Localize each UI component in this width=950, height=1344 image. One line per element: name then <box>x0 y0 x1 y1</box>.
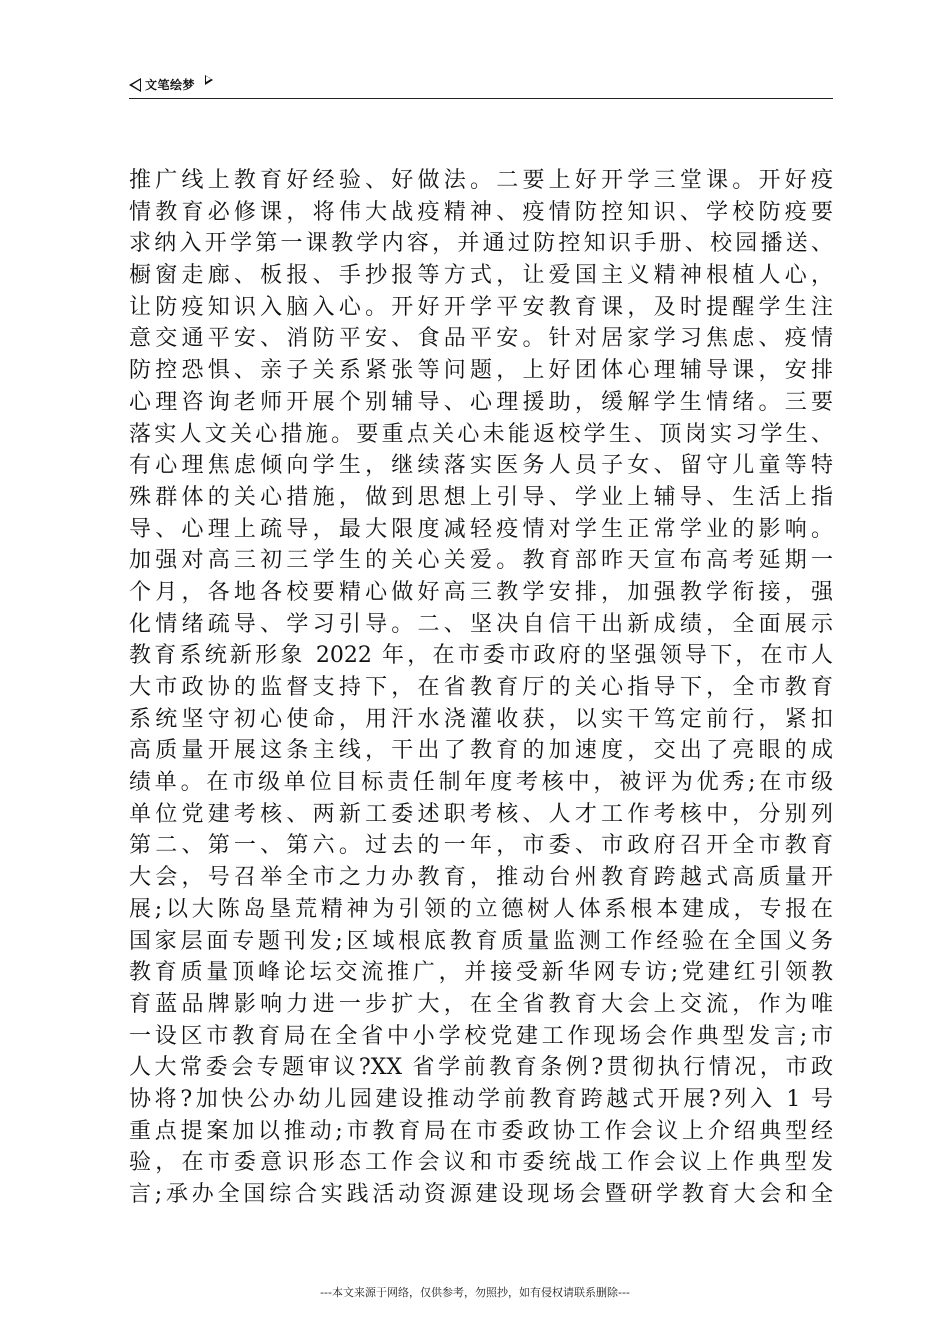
text-line: 有心理焦虑倾向学生，继续落实医务人员子女、留守儿童等特 <box>129 453 833 479</box>
text-line: 绩单。在市级单位目标责任制年度考核中，被评为优秀;在市级 <box>129 770 833 796</box>
text-line: 大会，号召举全市之力办教育，推动台州教育跨越式高质量开 <box>129 865 833 891</box>
text-line: 教育质量顶峰论坛交流推广，并接受新华网专访;党建红引领教 <box>129 960 833 986</box>
text-line: 教育系统新形象 2022 年，在市委市政府的坚强领导下，在市人 <box>129 643 833 669</box>
text-line: 求纳入开学第一课教学内容，并通过防控知识手册、校园播送、 <box>129 231 833 257</box>
text-line: 意交通平安、消防平安、食品平安。针对居家学习焦虑、疫情 <box>129 326 833 352</box>
text-line: 一设区市教育局在全省中小学校党建工作现场会作典型发言;市 <box>129 1023 833 1049</box>
text-line: 推广线上教育好经验、好做法。二要上好开学三堂课。开好疫 <box>129 168 833 193</box>
text-line: 国家层面专题刊发;区域根底教育质量监测工作经验在全国义务 <box>129 928 833 954</box>
text-line: 系统坚守初心使命，用汗水浇灌收获，以实干笃定前行，紧扣 <box>129 706 833 732</box>
text-line: 情教育必修课，将伟大战疫精神、疫情防控知识、学校防疫要 <box>129 199 833 225</box>
text-line: 大市政协的监督支持下，在省教育厅的关心指导下，全市教育 <box>129 675 833 700</box>
text-line: 育蓝品牌影响力进一步扩大，在全省教育大会上交流，作为唯 <box>129 991 833 1017</box>
text-line: 高质量开展这条主线，干出了教育的加速度，交出了亮眼的成 <box>129 738 833 764</box>
document-body <box>129 165 833 1211</box>
triangle-right-icon <box>205 75 213 85</box>
text-line: 落实人文关心措施。要重点关心未能返校学生、顶岗实习学生、 <box>129 421 833 447</box>
page-header <box>129 74 833 99</box>
text-line: 协将?加快公办幼儿园建设推动学前教育跨越式开展?列入 1 号 <box>129 1086 833 1112</box>
text-line: 个月，各地各校要精心做好高三教学安排，加强教学衔接，强 <box>129 579 833 605</box>
text-line: 加强对高三初三学生的关心关爱。教育部昨天宣布高考延期一 <box>129 548 833 574</box>
text-line: 人大常委会专题审议?XX 省学前教育条例?贯彻执行情况，市政 <box>129 1055 833 1081</box>
text-line: 单位党建考核、两新工委述职考核、人才工作考核中，分别列 <box>129 801 833 827</box>
text-line: 导、心理上疏导，最大限度减轻疫情对学生正常学业的影响。 <box>129 516 833 542</box>
text-line: 重点提案加以推动;市教育局在市委政协工作会议上介绍典型经 <box>129 1118 833 1144</box>
text-line: 第二、第一、第六。过去的一年，市委、市政府召开全市教育 <box>129 833 833 859</box>
brand <box>129 76 213 93</box>
text-line: 让防疫知识入脑入心。开好开学平安教育课，及时提醒学生注 <box>129 294 833 320</box>
brand-name: 文笔绘梦 <box>145 78 196 92</box>
text-line: 心理咨询老师开展个别辅导、心理援助，缓解学生情绪。三要 <box>129 389 833 415</box>
triangle-left-icon <box>129 78 141 92</box>
text-line: 验，在市委意识形态工作会议和市委统战工作会议上作典型发 <box>129 1150 833 1176</box>
text-line: 展;以大陈岛垦荒精神为引领的立德树人体系根本建成，专报在 <box>129 896 833 922</box>
text-line: 殊群体的关心措施，做到思想上引导、学业上辅导、生活上指 <box>129 484 833 510</box>
text-line: 橱窗走廊、板报、手抄报等方式，让爱国主义精神根植人心， <box>129 263 833 289</box>
text-line: 防控恐惧、亲子关系紧张等问题，上好团体心理辅导课，安排 <box>129 358 833 384</box>
page-footer: ---本文来源于网络，仅供参考，勿照抄，如有侵权请联系删除--- <box>320 1286 630 1299</box>
text-line: 言;承办全国综合实践活动资源建设现场会暨研学教育大会和全 <box>129 1182 833 1207</box>
text-line: 化情绪疏导、学习引导。二、坚决自信干出新成绩，全面展示 <box>129 611 833 637</box>
